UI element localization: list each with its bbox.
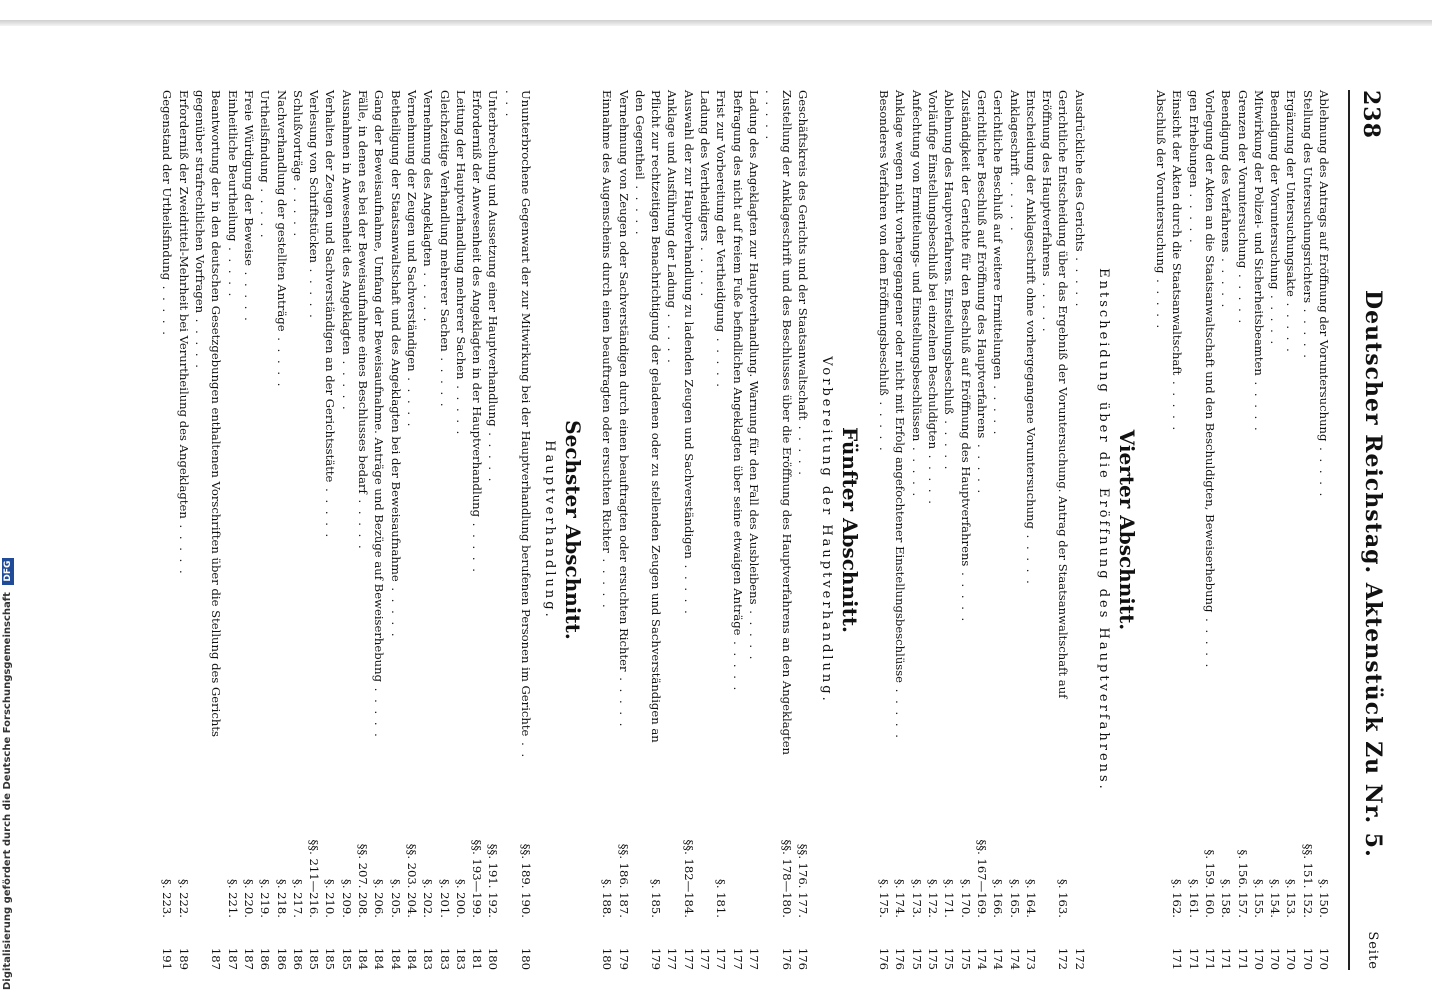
entry-paragraph-ref: §. 174. <box>893 879 908 918</box>
entry-text: Entscheidung der Anklageschrift ohne vorhergegangene Voruntersuchung <box>1023 90 1038 529</box>
leader-dots: . . . . . <box>388 581 403 639</box>
entry-text: Einsicht der Akten durch die Staatsanwaltschaft <box>1170 90 1185 376</box>
entry-paragraph-ref: §. 200. <box>453 879 468 918</box>
entry-text: Einnahme des Augenscheins durch einen beauftragten oder ersuchten Richter <box>600 90 615 553</box>
entry-text: Fälle, in denen es bei der Beweisaufnahme eines Beschlusses bedarf <box>356 90 371 494</box>
leader-dots: . . . . . <box>600 552 615 610</box>
entry-page-number: 170 <box>1268 947 1283 970</box>
leader-dots: . . . . . <box>1007 175 1022 233</box>
entry-page-number: 175 <box>909 947 924 970</box>
entry-page-number: 172 <box>1056 947 1071 970</box>
entry-paragraph-ref: §. 154. <box>1268 879 1283 918</box>
leader-dots: . . . . . <box>1235 268 1250 326</box>
entry-text: Vernehmung von Zeugen oder Sachverständigen durch einen beauftragten oder ersuchten Richter <box>616 90 631 672</box>
entry-page-number: 176 <box>779 947 794 970</box>
entry-text: Anklage wegen nicht vorhergegangener oder nicht mit Erfolg angefochtener Einstellungsbeschlüsse <box>893 90 908 684</box>
entry-paragraph-ref: §§. 167—169. <box>974 839 989 918</box>
leader-dots: . . . . . <box>404 371 419 429</box>
leader-dots: . . . . . <box>307 262 322 320</box>
entry-text: Ablehnung des Hauptverfahrens. Einstellungsbeschluß <box>942 90 957 415</box>
entry-text: Zustellung der Anklageschrift und des Beschlusses über die Eröffnung des Hauptverfahrens an den Angeklagten <box>779 90 794 756</box>
toc-entry <box>713 90 729 970</box>
entry-page-number: 175 <box>958 947 973 970</box>
toc-entry <box>1251 90 1267 970</box>
entry-paragraph-ref: §. 161. <box>1186 879 1201 918</box>
entry-text: Vorläufige Einstellungsbeschluß bei einzelnen Beschuldigten <box>926 90 941 450</box>
toc-entry <box>1039 90 1072 970</box>
entry-page-number: 184 <box>388 947 403 970</box>
entry-text: Ununterbrochene Gegenwart der zur Mitwirkung bei der Hauptverhandlung berufenen Personen im Gerichte <box>519 90 534 737</box>
entry-page-number: 174 <box>974 947 989 970</box>
entry-page-number: 171 <box>1202 947 1217 970</box>
entry-page-number: 187 <box>209 947 224 970</box>
entry-page-number: 184 <box>356 947 371 970</box>
leader-dots: . . . . . <box>372 682 387 739</box>
leader-dots: . . . . . <box>421 266 436 324</box>
entry-text: Gerichtliche Beschluß auf weitere Ermittelungen <box>991 90 1006 380</box>
section-title: Vierter Abschnitt. <box>1114 429 1139 631</box>
toc-entry <box>957 90 973 970</box>
entry-page-number: 180 <box>600 947 615 970</box>
entry-paragraph-ref: §. 172. <box>926 879 941 918</box>
entry-text: Beendigung der Voruntersuchung <box>1268 90 1283 290</box>
leader-dots: . . . . . <box>763 90 778 142</box>
entry-paragraph-ref: §. 220. <box>241 879 256 918</box>
entry-text: Ausnahmen in Anwesenheit des Angeklagten <box>339 90 354 355</box>
entry-page-number: 170 <box>1317 947 1331 970</box>
entry-text: Vorlegung der Akten an die Staatsanwaltschaft und den Beschuldigten, Beweiserhebung <box>1202 90 1217 613</box>
leader-dots: . . . . . <box>893 683 908 740</box>
page-title: Deutscher Reichstag. Aktenstück Zu Nr. 5. <box>1360 290 1386 858</box>
entry-paragraph-ref: §. 223. <box>160 879 175 918</box>
entry-page-number: 180 <box>486 947 501 970</box>
toc-entry <box>941 90 957 970</box>
toc-entry <box>1218 90 1234 970</box>
entry-page-number: 185 <box>339 947 354 970</box>
toc-entry <box>1006 90 1022 970</box>
entry-paragraph-ref: §§. 211—216. <box>307 839 322 918</box>
leader-dots: . . . . . <box>1300 303 1315 360</box>
entry-text: Schlußvorträge <box>290 90 305 182</box>
toc-entry <box>159 90 175 970</box>
entry-page-number: 176 <box>893 947 908 970</box>
toc-entry <box>175 90 191 970</box>
toc-entry <box>306 90 322 970</box>
toc-entry <box>1316 90 1332 970</box>
table-of-contents <box>159 90 1332 970</box>
entry-text: Anklageschrift <box>1007 90 1022 176</box>
entry-text: Ladung des Vertheidigers <box>698 90 713 242</box>
entry-text: Ablehnung des Antrags auf Eröffnung der Voruntersuchung <box>1317 90 1331 442</box>
entry-paragraph-ref: §. 155. <box>1251 879 1266 918</box>
scan-edge <box>0 20 1432 26</box>
toc-entry <box>436 90 452 970</box>
leader-dots: . . . . . <box>470 517 485 574</box>
entry-paragraph-ref: §§. 182—184. <box>681 839 696 918</box>
section-subtitle: Hauptverhandlung. <box>542 440 558 620</box>
toc-entry <box>974 90 990 970</box>
entry-text: Vernehmung der Zeugen und Sachverständigen <box>404 90 419 372</box>
entry-text: Leitung der Hauptverhandlung mehrerer Sachen <box>453 90 468 380</box>
leader-dots: . . . . . <box>942 414 957 472</box>
leader-dots: . . . . . <box>1284 296 1299 354</box>
section-title: Sechster Abschnitt. <box>561 420 586 640</box>
seite-label: Seite <box>1365 931 1380 970</box>
entry-text: Mitwirkung der Polizei- und Sicherheitsbeamten <box>1251 90 1266 376</box>
entry-text: gen Erhebungen <box>1186 90 1201 188</box>
entry-text: Besonderes Verfahren von dem Eröffnungsbeschluß <box>877 90 892 396</box>
entry-page-number: 185 <box>307 947 322 970</box>
leader-dots: . . . . . <box>176 518 191 576</box>
entry-text: Einheitliche Beurtheilung <box>225 90 240 242</box>
entry-text: Beendigung des Verfahrens <box>1219 90 1234 253</box>
leader-dots: . . . . . <box>926 449 941 506</box>
entry-text: Ergänzung der Untersuchungsakte <box>1284 90 1299 297</box>
entry-text: Pflicht zur rechtzeitigen Benachrichtigung der geladenen oder zu stellenden Zeugen und Sachverständigen an den Gegentheil <box>632 90 664 743</box>
leader-dots: . . . . . <box>730 635 745 693</box>
toc-entry <box>1071 90 1087 970</box>
entry-text: Frist zur Vorbereitung der Vertheidigung <box>714 90 729 333</box>
entry-paragraph-ref: §. 209. <box>339 879 354 918</box>
entry-paragraph-ref: §. 158. <box>1219 879 1234 918</box>
toc-entry <box>371 90 387 970</box>
toc-entry <box>224 90 240 970</box>
toc-entry <box>1023 90 1039 970</box>
leader-dots: . . . . . <box>681 558 696 616</box>
leader-dots: . . . . . <box>274 331 289 389</box>
entry-text: Ausdrückliche des Gerichts <box>1072 90 1087 252</box>
leader-dots: . . . . . <box>1023 528 1038 586</box>
toc-entry <box>681 90 697 970</box>
entry-text: Erforderniß der Zweidrittel-Mehrheit bei Verurtheilung des Angeklagten <box>176 90 191 519</box>
toc-entry <box>290 90 306 970</box>
entry-text: Verlesung von Schriftstücken <box>307 90 322 263</box>
toc-entry <box>257 90 273 970</box>
leader-dots: . . . . . <box>193 313 208 370</box>
toc-entry <box>925 90 941 970</box>
leader-dots: . . . . . <box>290 181 305 239</box>
entry-page-number: 185 <box>323 947 338 970</box>
leader-dots: . . . . . <box>356 493 371 551</box>
entry-paragraph-ref: §. 201. <box>437 879 452 918</box>
entry-paragraph-ref: §. 210. <box>323 879 338 918</box>
entry-paragraph-ref: §. 170. <box>958 879 973 918</box>
entry-page-number: 177 <box>746 947 761 970</box>
entry-page-number: 186 <box>290 947 305 970</box>
toc-entry <box>1185 90 1201 970</box>
entry-paragraph-ref: §. 188. <box>600 879 615 918</box>
leader-dots: . . . . . <box>909 441 924 499</box>
leader-dots: . . . . . <box>1072 251 1087 309</box>
entry-paragraph-ref: §§. 151. 152. <box>1300 843 1315 918</box>
toc-entry <box>322 90 338 970</box>
entry-paragraph-ref: §§. 207. 208. <box>356 843 371 918</box>
entry-page-number: 177 <box>714 947 729 970</box>
entry-page-number: 191 <box>160 947 175 970</box>
section-subtitle: Entscheidung über die Eröffnung des Hauptverfahrens. <box>1095 268 1111 792</box>
toc-entry <box>1234 90 1250 970</box>
leader-dots: . . . . . <box>160 280 175 337</box>
toc-entry <box>404 90 420 970</box>
leader-dots: . . . . . <box>991 379 1006 437</box>
entry-page-number: 171 <box>1170 947 1185 970</box>
entry-page-number: 170 <box>1284 947 1299 970</box>
toc-entry <box>632 90 665 970</box>
leader-dots: . . . . . <box>486 426 501 484</box>
entry-text: Nachverhandlung der gestellten Anträge <box>274 90 289 332</box>
entry-page-number: 177 <box>698 947 713 970</box>
leader-dots: . . . . . <box>1040 276 1055 334</box>
entry-paragraph-ref: §§. 178—180. <box>779 839 794 918</box>
entry-text: Abschluß der Voruntersuchung <box>1154 90 1169 274</box>
footer-text: Digitalisierung gefördert durch die Deutsche Forschungsgemeinschaft <box>2 592 13 990</box>
leader-dots: . . . . . <box>714 332 729 389</box>
leader-dots: . . . . . <box>1202 612 1217 670</box>
leader-dots: . . . . . <box>241 265 256 323</box>
entry-page-number: 186 <box>274 947 289 970</box>
digitization-footer <box>0 0 16 1000</box>
entry-paragraph-ref: §. 206. <box>372 879 387 918</box>
entry-text: Betheiligung der Staatsanwaltschaft und des Angeklagten bei der Beweisaufnahme <box>388 90 403 582</box>
entry-page-number: 186 <box>258 947 273 970</box>
entry-text: Auswahl der zur Hauptverhandlung zu ladenden Zeugen und Sachverständigen <box>681 90 696 559</box>
entry-page-number: 172 <box>1072 947 1087 970</box>
leader-dots: . . . . . <box>698 241 713 299</box>
entry-paragraph-ref: §. 166. <box>991 879 1006 918</box>
entry-paragraph-ref: §. 205. <box>388 879 403 918</box>
dfg-logo: DFG <box>2 558 14 585</box>
entry-page-number: 184 <box>404 947 419 970</box>
entry-page-number: 179 <box>649 947 664 970</box>
leader-dots: . . . . . <box>958 566 973 624</box>
toc-entry <box>387 90 403 970</box>
toc-entry <box>355 90 371 970</box>
entry-page-number: 183 <box>437 947 452 970</box>
entry-page-number: 171 <box>1219 947 1234 970</box>
entry-paragraph-ref: §. 222. <box>176 879 191 918</box>
toc-entry <box>1202 90 1218 970</box>
entry-paragraph-ref: §§. 176. 177. <box>795 843 810 918</box>
toc-entry <box>1169 90 1185 970</box>
toc-entry <box>892 90 908 970</box>
entry-text: Gang der Beweisaufnahme, Umfang der Beweisaufnahme. Anträge und Bezüge auf Beweiserhebung <box>372 90 387 683</box>
entry-paragraph-ref: §§. 203. 204. <box>404 843 419 918</box>
entry-page-number: 187 <box>241 947 256 970</box>
entry-paragraph-ref: §§. 191. 192. <box>486 843 501 918</box>
section-subtitle: Vorbereitung der Hauptverhandlung. <box>818 356 834 704</box>
leader-dots: . . . . . <box>339 354 354 412</box>
leader-dots: . . . . . <box>437 351 452 409</box>
entry-paragraph-ref: §§. 193—199. <box>470 839 485 918</box>
toc-entry <box>501 90 534 970</box>
entry-page-number: 175 <box>942 947 957 970</box>
leader-dots: . . . . . <box>1154 273 1169 331</box>
entry-text: Anfechtung von Ermittelungs- und Einstellungsbeschlüssen <box>909 90 924 442</box>
entry-paragraph-ref: §. 175. <box>877 879 892 918</box>
entry-paragraph-ref: §. 221. <box>225 879 240 918</box>
entry-paragraph-ref: §. 159. 160. <box>1202 849 1217 918</box>
entry-page-number: 173 <box>1023 947 1038 970</box>
entry-text: Verhalten der Zeugen und Sachverständigen an der Gerichtsstätte <box>323 90 338 483</box>
toc-entry <box>615 90 631 970</box>
entry-page-number: 189 <box>176 947 191 970</box>
entry-paragraph-ref: §. 185. <box>649 879 664 918</box>
toc-entry <box>273 90 289 970</box>
toc-entry <box>729 90 745 970</box>
leader-dots: . . . . . <box>1251 375 1266 433</box>
entry-text: Zuständigkeit der Gerichte für den Beschluß auf Eröffnung des Hauptverfahrens <box>958 90 973 567</box>
section-title: Fünfter Abschnitt. <box>837 426 862 634</box>
entry-paragraph-ref: §. 181. <box>714 879 729 918</box>
leader-dots: . . . . . <box>632 179 647 237</box>
leader-dots: . . . . . <box>1170 375 1185 433</box>
leader-dots: . . . . . <box>258 182 273 240</box>
entry-page-number: 183 <box>453 947 468 970</box>
entry-text: Unterbrechung und Aussetzung einer Hauptverhandlung <box>486 90 501 427</box>
leader-dots: . . . . . <box>323 482 338 540</box>
entry-text: Gleichzeitige Verhandlung mehrerer Sachen <box>437 90 452 352</box>
entry-text: Vernehmung des Angeklagten <box>421 90 436 267</box>
page-header <box>1348 90 1390 970</box>
entry-page-number: 171 <box>1186 947 1201 970</box>
entry-text: Geschäftskreis des Gerichts und der Staatsanwaltschaft <box>795 90 810 421</box>
entry-paragraph-ref: §. 173. <box>909 879 924 918</box>
entry-page-number: 181 <box>470 947 485 970</box>
toc-entry <box>990 90 1006 970</box>
page-number: 238 <box>1358 90 1384 139</box>
entry-text: Gerichtlicher Beschluß auf Eröffnung des Hauptverfahrens <box>974 90 989 439</box>
entry-text: Freie Würdigung der Beweise <box>241 90 256 266</box>
entry-text: Ladung des Angeklagten zur Hauptverhandlung. Warnung für den Fall des Ausbleibens <box>746 90 761 605</box>
entry-paragraph-ref: §. 150. <box>1317 879 1331 918</box>
entry-paragraph-ref: §. 202. <box>421 879 436 918</box>
entry-paragraph-ref: §§. 186. 187. <box>616 843 631 918</box>
leader-dots: . . . . . <box>1219 252 1234 310</box>
entry-page-number: 179 <box>616 947 631 970</box>
leader-dots: . . . . . <box>795 420 810 477</box>
leader-dots: . . . . . <box>453 379 468 437</box>
entry-page-number: 176 <box>877 947 892 970</box>
entry-page-number: 184 <box>372 947 387 970</box>
entry-page-number: 170 <box>1251 947 1266 970</box>
entry-page-number: 180 <box>519 947 534 970</box>
leader-dots: . . . . . <box>974 438 989 496</box>
entry-paragraph-ref: §. 217. <box>290 879 305 918</box>
toc-entry <box>697 90 713 970</box>
leader-dots: . . . . . <box>616 671 631 729</box>
entry-text: Grenzen der Voruntersuchung <box>1235 90 1250 269</box>
toc-entry <box>192 90 225 970</box>
entry-paragraph-ref: §. 163. <box>1056 879 1071 918</box>
toc-entry <box>338 90 354 970</box>
entry-paragraph-ref: §. 219. <box>258 879 273 918</box>
entry-text: Erforderniß der Anwesenheit des Angeklagten in der Hauptverhandlung <box>470 90 485 518</box>
entry-paragraph-ref: §. 165. <box>1007 879 1022 918</box>
entry-page-number: 171 <box>1235 947 1250 970</box>
toc-entry <box>746 90 762 970</box>
entry-text: Gegenstand der Urtheilsfindung <box>160 90 175 281</box>
toc-entry <box>453 90 469 970</box>
entry-page-number: 187 <box>225 947 240 970</box>
entry-page-number: 183 <box>421 947 436 970</box>
entry-page-number: 174 <box>991 947 1006 970</box>
toc-entry <box>908 90 924 970</box>
toc-entry <box>420 90 436 970</box>
toc-entry <box>664 90 680 970</box>
toc-entry <box>1267 90 1283 970</box>
entry-page-number: 177 <box>665 947 680 970</box>
entry-text: Urtheilsfindung <box>258 90 273 183</box>
toc-entry <box>485 90 501 970</box>
toc-entry <box>599 90 615 970</box>
entry-page-number: 175 <box>926 947 941 970</box>
entry-text: Gerichtliche Entscheidung über das Ergebniß der Voruntersuchung. Antrag der Staatsanwaltschaft auf Eröffnung des Hauptverfahrens <box>1040 90 1071 699</box>
entry-page-number: 174 <box>1007 947 1022 970</box>
entry-paragraph-ref: §. 162. <box>1170 879 1185 918</box>
entry-paragraph-ref: §§. 189. 190. <box>519 843 534 918</box>
leader-dots: . . . . . <box>1317 441 1331 499</box>
toc-entry <box>241 90 257 970</box>
toc-entry <box>876 90 892 970</box>
entry-page-number: 177 <box>681 947 696 970</box>
toc-entry <box>469 90 485 970</box>
entry-paragraph-ref: §. 218. <box>274 879 289 918</box>
entry-text: Beantwortung der in den deutschen Gesetzgebungen enthaltenen Vorschriften über die Stellung des Gerichts gegenüber strafrechtlichen Vorfragen <box>193 90 224 737</box>
leader-dots: . . . . . <box>502 90 534 760</box>
toc-entry <box>795 90 811 970</box>
entry-text: Stellung des Untersuchungsrichters <box>1300 90 1315 304</box>
entry-page-number: 170 <box>1300 947 1315 970</box>
entry-page-number: 177 <box>730 947 745 970</box>
leader-dots: . . . . . <box>1186 187 1201 245</box>
leader-dots: . . . . . <box>877 395 892 453</box>
entry-page-number: 176 <box>795 947 810 970</box>
leader-dots: . . . . . <box>665 308 680 365</box>
entry-paragraph-ref: §. 153. <box>1284 879 1299 918</box>
entry-text: Befragung des nicht auf freiem Fuße befindlichen Angeklagten über seine etwaigen Anträge <box>730 90 745 636</box>
leader-dots: . . . . . <box>1268 289 1283 347</box>
toc-entry <box>1283 90 1299 970</box>
entry-paragraph-ref: §. 164. <box>1023 879 1038 918</box>
toc-entry <box>1299 90 1315 970</box>
toc-entry <box>1153 90 1169 970</box>
toc-entry <box>762 90 795 970</box>
entry-text: Anklage und Ausführung der Ladung <box>665 90 680 308</box>
entry-paragraph-ref: §. 171. <box>942 879 957 918</box>
leader-dots: . . . . . <box>746 604 761 662</box>
leader-dots: . . . . . <box>225 241 240 299</box>
entry-paragraph-ref: §. 156. 157. <box>1235 849 1250 918</box>
